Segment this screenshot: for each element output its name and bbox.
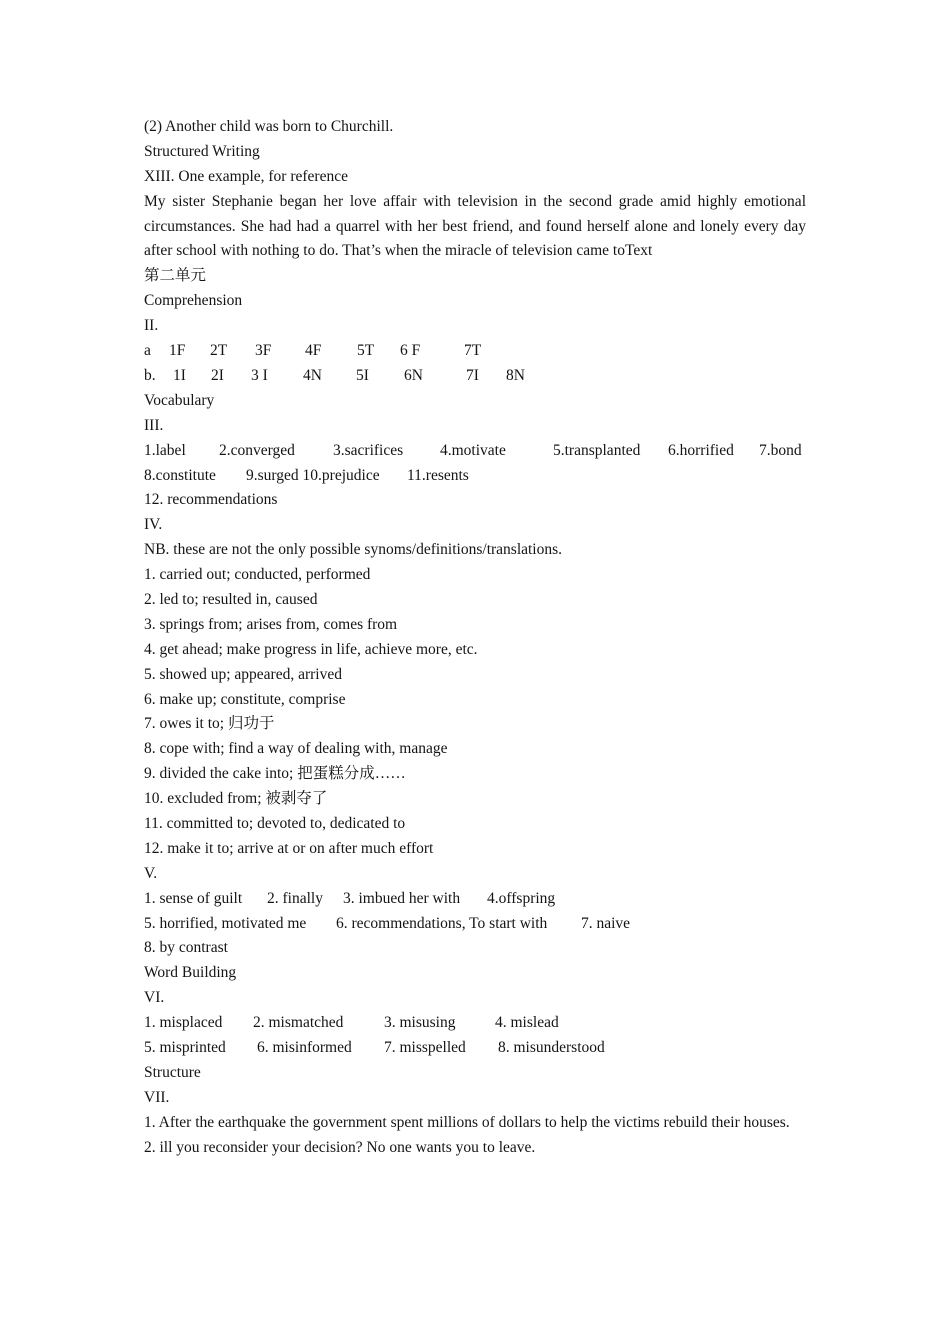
answer-item: 3 I — [251, 366, 268, 384]
answer-row — [144, 912, 806, 937]
answer-item: 7T — [464, 342, 482, 360]
vocab-item: 2.converged — [219, 441, 295, 459]
answer-item: a — [144, 342, 151, 360]
answer-item: 6. recommendations, To start with — [336, 914, 548, 932]
exercise-number: III. — [144, 416, 164, 434]
vocab-item: 8.constitute — [144, 466, 216, 484]
list-item: 5. showed up; appeared, arrived — [144, 665, 342, 683]
answer-item: 7. naive — [581, 914, 631, 932]
list-item: 2. led to; resulted in, caused — [144, 590, 318, 608]
list-item: 3. springs from; arises from, comes from — [144, 615, 398, 633]
answer-item: 2. finally — [267, 889, 323, 907]
answer-item: 5. horrified, motivated me — [144, 914, 307, 932]
vocab-item: 4.motivate — [440, 441, 506, 459]
list-item: 1. carried out; conducted, performed — [144, 566, 371, 584]
answer-item: 7I — [466, 366, 479, 384]
answer-item: 4.offspring — [487, 889, 556, 907]
unit-heading: 第二单元 — [144, 267, 207, 285]
answer-item: 2. mismatched — [253, 1014, 344, 1032]
vocab-item: 5.transplanted — [553, 441, 641, 459]
text-line: (2) Another child was born to Churchill. — [144, 118, 394, 135]
section-heading: Structured Writing — [144, 142, 260, 160]
list-item: 2. ill you reconsider your decision? No one wants you to leave. — [144, 1138, 536, 1156]
list-item: 6. make up; constitute, comprise — [144, 690, 346, 708]
text-line: 12. recommendations — [144, 491, 278, 509]
answer-item: 6N — [404, 366, 423, 384]
vocab-item: 7.bond — [759, 441, 802, 459]
exercise-number: VI. — [144, 989, 165, 1007]
answer-item: 2I — [211, 366, 224, 384]
section-heading: Vocabulary — [144, 391, 215, 409]
answer-item: 5I — [356, 366, 369, 384]
answer-row — [144, 887, 806, 912]
answer-item: 3. imbued her with — [343, 889, 461, 907]
section-heading: Structure — [144, 1063, 201, 1081]
vocab-row — [144, 439, 806, 464]
answer-item: 1F — [169, 342, 186, 360]
answer-item: 4. mislead — [495, 1014, 559, 1032]
vocab-item: 9.surged 10.prejudice — [246, 466, 380, 484]
answer-item: 8N — [506, 366, 525, 384]
list-item: 8. cope with; find a way of dealing with, manage — [144, 740, 448, 758]
vocab-item: 1.label — [144, 441, 186, 459]
answer-row — [144, 1011, 806, 1036]
list-item: 11. committed to; devoted to, dedicated to — [144, 814, 406, 832]
section-heading: Comprehension — [144, 292, 243, 310]
answer-item: 1. misplaced — [144, 1014, 223, 1032]
document-page — [144, 115, 806, 1160]
answer-item: 1. sense of guilt — [144, 889, 243, 907]
list-item: 10. excluded from; 被剥夺了 — [144, 790, 328, 808]
exercise-number: II. — [144, 317, 159, 335]
list-item: 9. divided the cake into; 把蛋糕分成…… — [144, 765, 406, 783]
answer-item: 8. misunderstood — [498, 1039, 605, 1056]
list-item: 1. After the earthquake the government spent millions of dollars to help the victims rebuild their houses. — [144, 1113, 790, 1131]
answer-row — [144, 1036, 806, 1061]
list-item: 7. owes it to; 归功于 — [144, 715, 275, 733]
answer-item: 6 F — [400, 342, 421, 360]
list-item: 8. by contrast — [144, 939, 228, 957]
exercise-number: VII. — [144, 1088, 170, 1106]
answer-item: 3F — [255, 342, 272, 360]
section-heading: Word Building — [144, 964, 237, 982]
answer-row-b — [144, 364, 806, 389]
answer-row-a — [144, 339, 806, 364]
example-paragraph: My sister Stephanie began her love affair with television in the second grade amid highly emotional circumstances. She had had a quarrel with her best friend, and found herself alone and lonely every day after school with nothing to do. That’s when the miracle of television came toText — [144, 192, 806, 260]
answer-item: 5. misprinted — [144, 1039, 226, 1056]
vocab-item: 11.resents — [407, 466, 469, 484]
answer-item: 1I — [173, 366, 186, 384]
list-item: 4. get ahead; make progress in life, achieve more, etc. — [144, 640, 478, 658]
exercise-number: IV. — [144, 516, 163, 534]
vocab-item: 6.horrified — [668, 441, 734, 459]
vocab-item: 3.sacrifices — [333, 441, 404, 459]
answer-item: 5T — [357, 342, 375, 360]
list-item: 12. make it to; arrive at or on after much effort — [144, 839, 434, 857]
exercise-number: V. — [144, 864, 158, 882]
answer-item: 2T — [210, 342, 228, 360]
answer-item: 4F — [305, 342, 322, 360]
answer-item: b. — [144, 366, 156, 384]
answer-item: 4N — [303, 366, 322, 384]
answer-item: 7. misspelled — [384, 1039, 466, 1056]
answer-item: 3. misusing — [384, 1014, 456, 1032]
text-line: NB. these are not the only possible synoms/definitions/translations. — [144, 541, 563, 559]
answer-item: 6. misinformed — [257, 1039, 352, 1056]
text-line: XIII. One example, for reference — [144, 167, 348, 185]
vocab-row — [144, 464, 806, 489]
